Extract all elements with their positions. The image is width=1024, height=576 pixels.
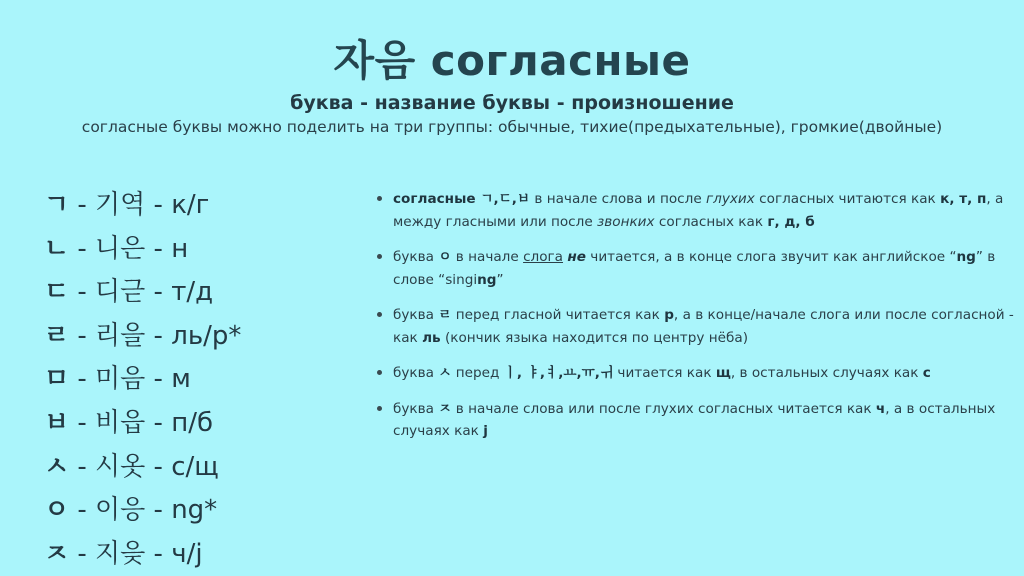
rule-text-bold: ㄹ bbox=[438, 307, 452, 323]
consonant-sound: т/д bbox=[171, 277, 214, 308]
consonant-item bbox=[44, 315, 241, 359]
rule-text: перед гласной читается как bbox=[451, 307, 665, 323]
rule-text-bold: к, т, п bbox=[940, 191, 987, 207]
rule-item bbox=[376, 246, 1016, 291]
separator: - bbox=[145, 538, 172, 569]
rule-text-italic: звонких bbox=[597, 213, 655, 230]
rule-text-bold: ㅣ, ㅑ,ㅕ,ㅛ,ㅠ,ㅟ bbox=[503, 365, 614, 381]
consonant-jamo: ㄴ bbox=[44, 233, 70, 264]
rule-text-bold: ль bbox=[422, 329, 441, 346]
separator: - bbox=[69, 407, 96, 438]
consonant-item bbox=[44, 402, 241, 446]
consonant-item bbox=[44, 228, 241, 272]
consonant-list bbox=[44, 184, 241, 576]
separator: - bbox=[145, 495, 172, 526]
separator: - bbox=[69, 451, 96, 482]
consonant-jamo: ㄹ bbox=[44, 320, 70, 351]
consonant-jamo: ㅁ bbox=[44, 364, 70, 395]
separator: - bbox=[69, 538, 96, 569]
rule-item bbox=[376, 304, 1016, 349]
rule-item bbox=[376, 362, 1016, 385]
separator: - bbox=[145, 451, 172, 482]
separator: - bbox=[145, 277, 172, 308]
consonant-name: 시옷 bbox=[95, 451, 146, 482]
intro-text: согласные буквы можно поделить на три группы: обычные, тихие(предыхательные), громкие(двойные) bbox=[81, 118, 943, 136]
rule-text-bold: ㅇ bbox=[438, 249, 452, 265]
consonant-sound: к/г bbox=[171, 190, 210, 220]
consonant-sound: ль/р* bbox=[171, 320, 242, 351]
consonant-item bbox=[44, 358, 241, 402]
consonant-sound: п/б bbox=[171, 407, 213, 438]
consonant-jamo: ㅇ bbox=[44, 495, 70, 526]
consonant-sound: н bbox=[171, 233, 189, 264]
rule-text-bold: ㅈ bbox=[438, 400, 452, 417]
consonant-sound: ч/j bbox=[171, 538, 203, 569]
page-title: 자음 согласные bbox=[333, 36, 691, 85]
rule-text-bold: j bbox=[483, 423, 488, 439]
rule-text: ” в слове “singi bbox=[393, 249, 996, 288]
rule-item bbox=[376, 398, 1016, 443]
consonant-sound: м bbox=[171, 364, 191, 395]
separator: - bbox=[69, 364, 96, 395]
page-subtitle: буква - название буквы - произношение bbox=[290, 92, 734, 114]
consonant-name: 지읒 bbox=[95, 538, 146, 569]
rule-text-bold: щ bbox=[715, 365, 731, 381]
rule-text: буква bbox=[393, 307, 439, 323]
rules-list bbox=[376, 188, 1016, 456]
separator: - bbox=[69, 320, 96, 351]
rule-text-bold: ng bbox=[956, 249, 976, 265]
consonant-jamo: ㅂ bbox=[44, 407, 70, 438]
consonant-jamo: ㅅ bbox=[44, 451, 70, 482]
rule-text: , в остальных случаях как bbox=[730, 365, 923, 381]
rule-text: буква bbox=[393, 400, 439, 417]
separator: - bbox=[69, 495, 96, 526]
rule-text: читается как bbox=[613, 365, 716, 381]
rule-text: в начале слова и после bbox=[530, 191, 707, 207]
rule-text-underlined: слога bbox=[523, 249, 564, 265]
rule-text-bold: ч bbox=[875, 400, 886, 417]
separator: - bbox=[69, 190, 96, 220]
consonant-jamo: ㅈ bbox=[44, 538, 70, 569]
rule-text: , а между гласными или после bbox=[393, 191, 1004, 230]
consonant-item bbox=[44, 533, 241, 576]
rule-text: читается, а в конце слога звучит как английское “ bbox=[585, 249, 957, 265]
consonant-name: 디귿 bbox=[95, 277, 146, 308]
rule-text: буква bbox=[393, 249, 439, 265]
separator: - bbox=[69, 233, 96, 264]
consonant-sound: с/щ bbox=[171, 451, 219, 482]
rule-text-bold: ng bbox=[477, 271, 497, 288]
rule-text: буква bbox=[393, 365, 439, 381]
rule-item bbox=[376, 188, 1016, 233]
rule-text-bold: согласные ㄱ,ㄷ,ㅂ bbox=[393, 191, 531, 207]
separator: - bbox=[69, 277, 96, 308]
rule-text: ” bbox=[496, 271, 504, 288]
rule-text-bold: р bbox=[664, 307, 674, 323]
rule-text: согласных читаются как bbox=[754, 191, 941, 207]
consonant-name: 리을 bbox=[95, 320, 146, 351]
consonant-jamo: ㄱ bbox=[44, 190, 70, 220]
rule-text: , а в конце/начале слога или после согласной - как bbox=[393, 307, 1014, 346]
rule-text: в начале bbox=[451, 249, 524, 265]
consonant-name: 이응 bbox=[95, 495, 146, 526]
separator: - bbox=[145, 233, 172, 264]
separator: - bbox=[145, 407, 172, 438]
consonant-item bbox=[44, 489, 241, 533]
rule-text-italic: глухих bbox=[706, 191, 755, 207]
rule-text: в начале слова или после глухих согласных читается как bbox=[451, 400, 876, 417]
separator: - bbox=[145, 190, 172, 220]
rule-text: перед bbox=[451, 365, 504, 381]
rule-text-bold: ㅅ bbox=[438, 365, 452, 381]
consonant-name: 비읍 bbox=[95, 407, 146, 438]
rule-text-bold: г, д, б bbox=[767, 213, 815, 230]
consonant-sound: ng* bbox=[171, 495, 218, 526]
consonant-item bbox=[44, 184, 241, 228]
consonant-name: 미음 bbox=[95, 364, 146, 395]
consonant-jamo: ㄷ bbox=[44, 277, 70, 308]
rule-text: согласных как bbox=[654, 213, 768, 230]
rule-text: , а в остальных случаях как bbox=[393, 400, 996, 439]
rule-text: (кончик языка находится по центру нёба) bbox=[440, 329, 748, 346]
rule-text-bold-italic: не bbox=[567, 249, 586, 265]
rule-text-bold: с bbox=[922, 365, 931, 381]
separator: - bbox=[145, 320, 172, 351]
consonant-name: 기역 bbox=[95, 190, 146, 220]
consonant-item bbox=[44, 446, 241, 490]
separator: - bbox=[145, 364, 172, 395]
consonant-item bbox=[44, 271, 241, 315]
consonant-name: 니은 bbox=[95, 233, 146, 264]
